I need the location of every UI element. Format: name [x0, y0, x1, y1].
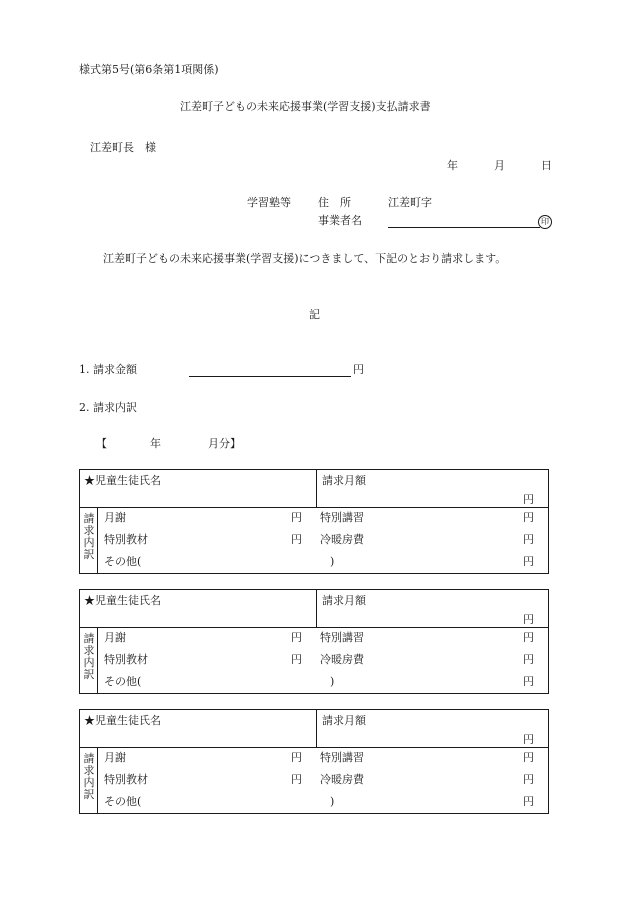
special-course-label: 特別講習 [320, 511, 364, 524]
date-month-label: 月 [494, 159, 505, 172]
breakdown-side-label: 請 求 内 訳 [83, 632, 95, 681]
request-statement: 江差町子どもの未来応援事業(学習支援)につきまして、下記のとおり請求します。 [103, 252, 507, 265]
claim-amount-field[interactable] [189, 376, 351, 377]
monthly-claim-label: 請求月額 [322, 474, 366, 487]
addressee: 江差町長 様 [90, 141, 156, 154]
side-column-divider [97, 627, 98, 693]
other-label-close: ) [330, 555, 335, 568]
tuition-label: 月謝 [104, 631, 126, 644]
monthly-claim-label: 請求月額 [322, 714, 366, 727]
heating-cooling-unit: 円 [523, 653, 534, 666]
heating-cooling-label: 冷暖房費 [320, 653, 364, 666]
item2-breakdown-label: 2. 請求内訳 [79, 401, 137, 414]
row-divider [80, 507, 548, 508]
other-unit: 円 [523, 675, 534, 688]
column-divider [316, 590, 317, 627]
date-day-label: 日 [541, 159, 552, 172]
monthly-claim-unit: 円 [523, 493, 534, 506]
student-name-label: ★児童生徒氏名 [84, 474, 161, 487]
materials-label: 特別教材 [104, 653, 148, 666]
student-claim-table [79, 469, 549, 574]
tuition-label: 月謝 [104, 511, 126, 524]
heating-cooling-unit: 円 [523, 773, 534, 786]
special-course-unit: 円 [523, 631, 534, 644]
breakdown-side-label: 請 求 内 訳 [83, 512, 95, 561]
heating-cooling-unit: 円 [523, 533, 534, 546]
special-course-label: 特別講習 [320, 631, 364, 644]
operator-name-label: 事業者名 [318, 214, 362, 227]
special-course-label: 特別講習 [320, 751, 364, 764]
materials-unit: 円 [291, 653, 302, 666]
other-label-close: ) [330, 675, 335, 688]
column-divider [316, 710, 317, 747]
ki-heading: 記 [309, 308, 320, 321]
applicant-group-label: 学習塾等 [247, 196, 291, 209]
operator-name-field[interactable] [388, 227, 540, 228]
materials-label: 特別教材 [104, 533, 148, 546]
materials-label: 特別教材 [104, 773, 148, 786]
form-title: 江差町子どもの未来応援事業(学習支援)支払請求書 [180, 100, 431, 113]
other-label-open: その他( [104, 795, 142, 808]
student-claim-table [79, 589, 549, 694]
address-value: 江差町字 [388, 196, 432, 209]
monthly-claim-unit: 円 [523, 733, 534, 746]
special-course-unit: 円 [523, 511, 534, 524]
side-column-divider [97, 747, 98, 813]
period-year-label: 年 [150, 437, 161, 450]
materials-unit: 円 [291, 533, 302, 546]
address-label: 住 所 [318, 196, 351, 209]
student-name-label: ★児童生徒氏名 [84, 714, 161, 727]
breakdown-side-label: 請 求 内 訳 [83, 752, 95, 801]
other-label-close: ) [330, 795, 335, 808]
monthly-claim-label: 請求月額 [322, 594, 366, 607]
row-divider [80, 747, 548, 748]
tuition-unit: 円 [291, 511, 302, 524]
item1-claim-amount-label: 1. 請求金額 [79, 363, 137, 376]
period-month-label: 月分】 [208, 437, 241, 450]
other-label-open: その他( [104, 675, 142, 688]
row-divider [80, 627, 548, 628]
heating-cooling-label: 冷暖房費 [320, 773, 364, 786]
student-name-label: ★児童生徒氏名 [84, 594, 161, 607]
other-label-open: その他( [104, 555, 142, 568]
seal-mark: 印 [538, 215, 552, 229]
side-column-divider [97, 507, 98, 573]
column-divider [316, 470, 317, 507]
other-unit: 円 [523, 555, 534, 568]
student-claim-table [79, 709, 549, 814]
claim-amount-unit: 円 [353, 363, 364, 376]
other-unit: 円 [523, 795, 534, 808]
period-open-bracket: 【 [96, 437, 107, 450]
special-course-unit: 円 [523, 751, 534, 764]
materials-unit: 円 [291, 773, 302, 786]
tuition-unit: 円 [291, 631, 302, 644]
tuition-label: 月謝 [104, 751, 126, 764]
heating-cooling-label: 冷暖房費 [320, 533, 364, 546]
monthly-claim-unit: 円 [523, 613, 534, 626]
form-number: 様式第5号(第6条第1項関係) [79, 63, 219, 76]
tuition-unit: 円 [291, 751, 302, 764]
date-year-label: 年 [447, 159, 458, 172]
